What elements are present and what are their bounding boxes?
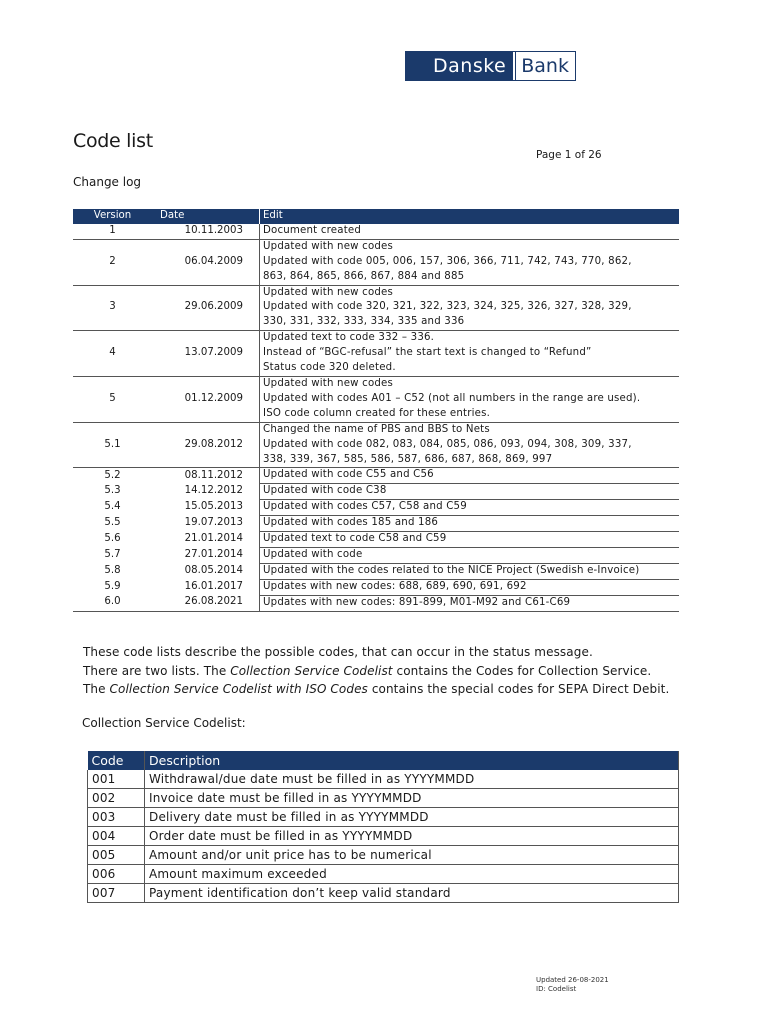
changelog-row <box>73 285 679 331</box>
changelog-date-cell: 13.07.2009 <box>152 331 260 377</box>
changelog-version-cell: 5.5 <box>104 517 121 529</box>
footer <box>536 976 609 994</box>
codelist-body <box>88 770 679 903</box>
changelog-edit-cell <box>260 579 680 595</box>
changelog-date-cell: 29.06.2009 <box>152 285 260 331</box>
changelog-row <box>73 532 679 548</box>
intro-text <box>83 643 693 699</box>
changelog-row <box>73 579 679 595</box>
codelist-table <box>87 751 679 903</box>
changelog-edit-line: Updated text to code C58 and C59 <box>263 533 447 545</box>
changelog-edit-cell <box>260 563 680 579</box>
danske-bank-logo <box>405 51 576 81</box>
changelog-date-cell: 06.04.2009 <box>152 239 260 285</box>
footer-updated: Updated 26-08-2021 <box>536 976 609 984</box>
intro-line-3-start: The <box>83 682 110 696</box>
codelist-description-cell: Payment identification don’t keep valid standard <box>145 884 679 903</box>
changelog-edit-cell <box>260 500 680 516</box>
changelog-row <box>73 468 679 484</box>
changelog-edit-cell <box>260 484 680 500</box>
changelog-table <box>73 209 679 612</box>
codelist-row <box>88 884 679 903</box>
changelog-version-cell: 5.6 <box>104 533 121 545</box>
changelog-edit-cell <box>260 331 680 377</box>
changelog-edit-line: Updated with new codes <box>263 377 394 389</box>
codelist-row <box>88 808 679 827</box>
codelist-row <box>88 827 679 846</box>
codelist-description-cell: Amount and/or unit price has to be numerical <box>145 846 679 865</box>
changelog-edit-line: Updated with code C55 and C56 <box>263 469 434 481</box>
changelog-version-cell: 5.2 <box>104 469 121 481</box>
codelist-code-cell: 006 <box>88 865 145 884</box>
changelog-date-cell: 21.01.2014 <box>184 533 243 545</box>
codelist-code-cell: 004 <box>88 827 145 846</box>
changelog-edit-line: Updates with new codes: 688, 689, 690, 691, 692 <box>263 580 527 592</box>
changelog-date-cell: 26.08.2021 <box>184 596 243 608</box>
intro-line-3 <box>83 680 693 699</box>
changelog-edit-line: Updated with code <box>263 548 363 560</box>
intro-line-2-italic: Collection Service Codelist <box>230 663 393 678</box>
codelist-description-cell: Amount maximum exceeded <box>145 865 679 884</box>
changelog-header-row <box>73 209 679 224</box>
changelog-date-cell: 01.12.2009 <box>152 376 260 422</box>
codelist-code-cell: 005 <box>88 846 145 865</box>
changelog-version-cell: 4 <box>73 331 152 377</box>
changelog-edit-line: Updated with new codes <box>263 240 394 252</box>
codelist-code-cell: 007 <box>88 884 145 903</box>
codelist-heading: Collection Service Codelist: <box>82 716 246 730</box>
changelog-date-cell: 27.01.2014 <box>184 548 243 560</box>
changelog-row <box>73 376 679 422</box>
changelog-col-version: Version <box>73 209 152 224</box>
changelog-edit-line: Updated text to code 332 – 336. <box>263 332 435 344</box>
intro-line-3-italic: Collection Service Codelist with ISO Codes <box>109 682 368 696</box>
changelog-version-cell: 5 <box>73 376 152 422</box>
changelog-date-cell: 14.12.2012 <box>184 485 243 497</box>
codelist-code-cell: 001 <box>88 770 145 789</box>
changelog-date-cell: 16.01.2017 <box>184 580 243 592</box>
changelog-edit-cell <box>260 516 680 532</box>
changelog-row <box>73 224 679 239</box>
changelog-edit-line: Updated with codes 185 and 186 <box>263 517 439 529</box>
codelist-description-cell: Order date must be filled in as YYYYMMDD <box>145 827 679 846</box>
changelog-col-date: Date <box>152 209 260 224</box>
codelist-description-cell: Delivery date must be filled in as YYYYMMDD <box>145 808 679 827</box>
codelist-description-cell: Withdrawal/due date must be filled in as YYYYMMDD <box>145 770 679 789</box>
codelist-col-code: Code <box>88 751 145 770</box>
changelog-edit-cell <box>260 422 680 468</box>
codelist-col-description: Description <box>145 751 679 770</box>
changelog-edit-cell <box>260 285 680 331</box>
changelog-edit-line: Instead of “BGC-refusal” the start text is changed to “Refund” <box>263 347 592 359</box>
changelog-version-cell: 3 <box>73 285 152 331</box>
codelist-row <box>88 846 679 865</box>
changelog-edit-line: ISO code column created for these entries. <box>263 407 491 419</box>
codelist-row <box>88 770 679 789</box>
changelog-edit-line: 863, 864, 865, 866, 867, 884 and 885 <box>263 270 465 282</box>
changelog-edit-line: Updated with the codes related to the NICE Project (Swedish e-Invoice) <box>263 564 640 576</box>
changelog-edit-line: Updated with new codes <box>263 286 394 298</box>
changelog-body <box>73 224 679 611</box>
changelog-date-cell: 08.11.2012 <box>184 469 243 481</box>
changelog-date-cell: 19.07.2013 <box>184 517 243 529</box>
codelist-code-cell: 002 <box>88 789 145 808</box>
changelog-version-cell: 5.3 <box>104 485 121 497</box>
changelog-edit-line: 330, 331, 332, 333, 334, 335 and 336 <box>263 316 465 328</box>
intro-line-2 <box>83 662 693 681</box>
codelist-header-row <box>88 751 679 770</box>
changelog-edit-line: Updated with code C38 <box>263 485 387 497</box>
changelog-version-cell: 5.4 <box>104 501 121 513</box>
changelog-version-cell: 6.0 <box>104 596 121 608</box>
codelist-description-cell: Invoice date must be filled in as YYYYMMDD <box>145 789 679 808</box>
changelog-row <box>73 516 679 532</box>
changelog-edit-cell <box>260 224 680 239</box>
codelist-code-cell: 003 <box>88 808 145 827</box>
changelog-edit-cell <box>260 595 680 611</box>
changelog-heading: Change log <box>73 175 142 189</box>
changelog-row <box>73 484 679 500</box>
changelog-edit-line: Changed the name of PBS and BBS to Nets <box>263 423 490 435</box>
changelog-edit-cell <box>260 547 680 563</box>
codelist-row <box>88 789 679 808</box>
changelog-date-cell: 15.05.2013 <box>184 501 243 513</box>
intro-line-2-end: contains the Codes for Collection Service. <box>392 663 652 678</box>
changelog-row <box>73 563 679 579</box>
changelog-edit-line: Updated with codes C57, C58 and C59 <box>263 501 467 513</box>
changelog-edit-cell <box>260 239 680 285</box>
changelog-row <box>73 595 679 611</box>
changelog-col-edit: Edit <box>260 209 680 224</box>
changelog-edit-line: Document created <box>263 224 362 236</box>
intro-line-1: These code lists describe the possible codes, that can occur in the status message. <box>83 645 593 659</box>
changelog-version-cell: 1 <box>73 224 152 239</box>
changelog-edit-cell <box>260 532 680 548</box>
changelog-row <box>73 239 679 285</box>
page-indicator: Page 1 of 26 <box>536 149 602 161</box>
changelog-row <box>73 331 679 377</box>
changelog-edit-line: 338, 339, 367, 585, 586, 587, 686, 687, 868, 869, 997 <box>263 453 553 465</box>
changelog-row <box>73 547 679 563</box>
changelog-date-cell: 08.05.2014 <box>184 564 243 576</box>
changelog-row <box>73 422 679 468</box>
changelog-date-cell: 10.11.2003 <box>152 224 260 239</box>
changelog-edit-cell <box>260 376 680 422</box>
changelog-edit-line: Updated with code 082, 083, 084, 085, 086, 093, 094, 308, 309, 337, <box>263 438 632 450</box>
footer-id: ID: Codelist <box>536 985 577 993</box>
changelog-edit-cell <box>260 468 680 484</box>
logo-bank-text: Bank <box>513 52 575 80</box>
changelog-version-cell: 5.8 <box>104 564 121 576</box>
changelog-edit-line: Updated with code 005, 006, 157, 306, 366, 711, 742, 743, 770, 862, <box>263 255 632 267</box>
codelist-row <box>88 865 679 884</box>
changelog-date-cell: 29.08.2012 <box>152 422 260 468</box>
changelog-edit-line: Updated with codes A01 – C52 (not all numbers in the range are used). <box>263 392 641 404</box>
changelog-version-cell: 5.1 <box>73 422 152 468</box>
changelog-version-cell: 5.9 <box>104 580 121 592</box>
changelog-edit-line: Updates with new codes: 891-899, M01-M92 and C61-C69 <box>263 596 571 608</box>
intro-line-2-start: There are two lists. The <box>83 663 231 678</box>
changelog-version-cell: 5.7 <box>104 548 121 560</box>
changelog-version-cell: 2 <box>73 239 152 285</box>
changelog-row <box>73 500 679 516</box>
page-title: Code list <box>73 130 153 152</box>
changelog-edit-line: Updated with code 320, 321, 322, 323, 324, 325, 326, 327, 328, 329, <box>263 301 632 313</box>
intro-line-3-end: contains the special codes for SEPA Direct Debit. <box>367 682 670 696</box>
logo-danske-text: Danske <box>406 52 513 80</box>
changelog-edit-line: Status code 320 deleted. <box>263 362 396 374</box>
